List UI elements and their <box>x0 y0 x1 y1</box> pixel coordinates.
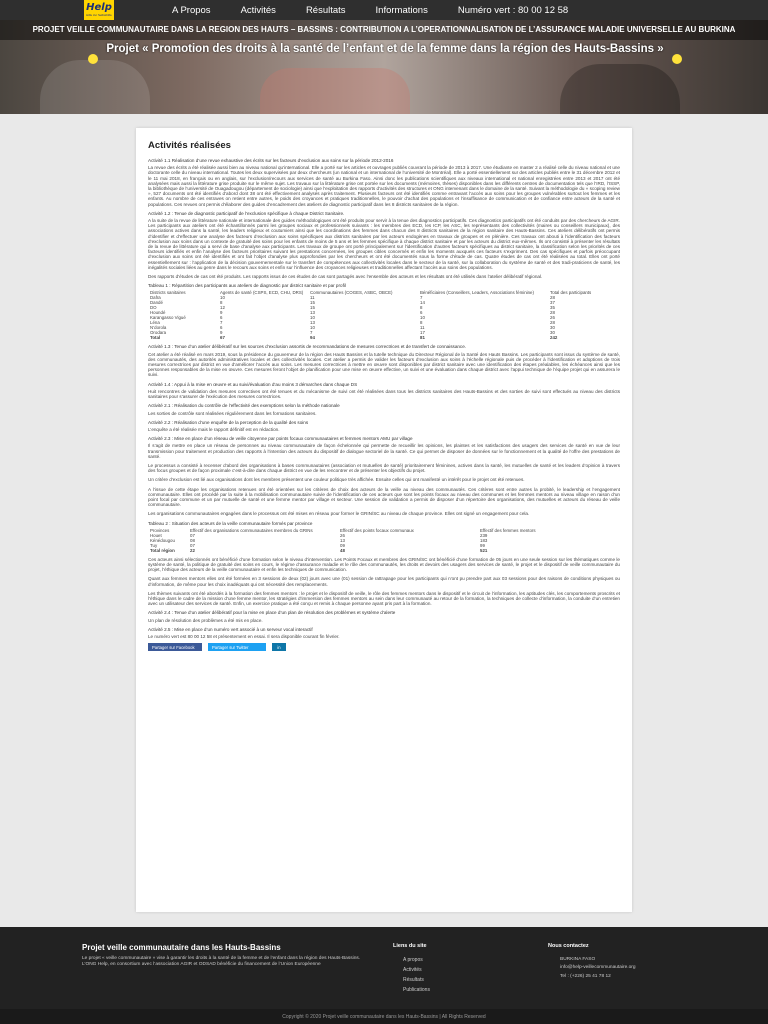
table-cell: 10 <box>310 325 315 331</box>
footer-link-activites[interactable]: Activités <box>403 967 422 973</box>
table-cell: 12 <box>220 305 225 311</box>
table-cell: 28 <box>550 310 555 316</box>
hero-banner <box>0 20 768 114</box>
table-cell: 13 <box>310 320 315 326</box>
nav-item-numero-vert[interactable]: Numéro vert : 80 00 12 58 <box>457 4 569 16</box>
activity-title: Activité 1.3 : Tenue d’un atelier délibératif sur les sources d’exclusion assortis de recommandations de mesures correctrices et de transfert de connaissance. <box>148 344 467 350</box>
table-cell: 8 <box>420 305 423 311</box>
main-menu <box>172 0 598 20</box>
table-cell: 17 <box>420 330 425 336</box>
paragraph: Le numéro vert est 80 00 12 58 et présentement en essai. Il sera disponible courant fin février. <box>148 633 340 639</box>
activity-title: Activité 2.2 : Réalisation d’une enquête de la perception de la qualité des soins <box>148 419 309 425</box>
table-caption: Tableau 1 : Répartition des participants aux ateliers de diagnostic par district sanitaire et par profil <box>148 283 346 289</box>
copyright-bar <box>0 1009 768 1024</box>
paragraph: Ces acteurs ainsi sélectionnés ont bénéficié d’une formation selon le niveau d’intervention. Les Points Focaux et membres des GRIN/SC ont bénéficié d’une formation de 05 jours en une seule session sur les thématiques comme le système de santé, la politique de gratuité des soins en cours, le régime d’assurance maladie et le rôle des communautés, les droits et devoirs des usagers des services de santé, le projet et le dispositif de veille communautaire du projet, l’éthique des acteurs de la veille communautaire et enfin les techniques de communication. <box>148 556 620 573</box>
footer-contact-phone: Tel : (+226) 25 41 78 12 <box>560 974 611 979</box>
table-cell: 242 <box>550 335 558 341</box>
activity-title: Activité 1.4 : Appui à la mise en œuvre et au suivi/évaluation d’au moins 3 démarches dans chaque DS <box>148 381 358 387</box>
footer-links-title: Liens du site <box>393 943 427 949</box>
share-facebook-button[interactable] <box>148 643 202 651</box>
table-cell: 7 <box>310 330 313 336</box>
footer-about-text: Le projet « veille communautaire » vise à garantir les droits à la santé de la femme et de l’enfant dans la région des Hauts-Bassins. L’ONG Help, en consortium avec l’association AGIR et ODSAD bénéficie du financement de l’Union Européenne <box>82 956 361 967</box>
linkedin-icon: in <box>277 644 281 650</box>
activity-title: Activité 2.4 : Tenue d’un atelier délibératif pour la mise en place d’un plan de résolution des problèmes et système d’alerte <box>148 610 396 616</box>
table-cell: 6 <box>220 315 223 321</box>
table-header: Districts sanitaires <box>150 290 186 296</box>
table-cell: 9 <box>220 310 223 316</box>
table-cell: 14 <box>420 300 425 306</box>
site-footer <box>0 927 768 1009</box>
table-cell: Orodara <box>150 330 167 336</box>
footer-about-title: Projet veille communautaire dans les Hauts-Bassins <box>82 943 281 952</box>
table-cell: 13 <box>310 310 315 316</box>
paragraph: La revue des écrits a été réalisée aussi bien au niveau national qu’international. Elle a porté sur les articles et ouvrages publiés couvrant la période de 2013 à 2017. Une étudiante en master 2 a réalisé celle du niveau national et une doctorante celle du niveau international. Toutes les deux supervisées par deux chercheurs (un national et un international de l’université de Montréal). Elle a porté essentiellement sur des articles publiés entre le 31 décembre 2012 et le 11 mai 2018, en français ou en anglais, sur l’exclusion/recours aux services de santé au Burkina Faso. Ainsi donc les publications scientifiques aux niveaux international et national enregistrées entre 2013 et 2017 ont été analysées mais aussi la littérature grise produite sur le même sujet. Les travaux sur la littérature grise ont portée sur les documents (mémoires, thèses) disponibles dans les différents centres de documentation tels que l’IRD, l’ISSP, la bibliothèque de l’université de Ouagadougou (département de sociologie) ainsi que l’exploitation des rapports d’activités des structures et ONG intervenant dans le domaine de la santé. Suivant la méthodologie du « scoping review », 527 documents ont été identifiés d’abord dont 38 ont été effectivement analysés après traitement. Plusieurs facteurs ont été identifiés comme entravant l’accès aux soins pour les groupes vulnérables surtout les femmes et les enfants. Au nombre de ces entraves on retient entre autres, le poids des croyances et pratiques traditionnelles, le pouvoir d’achat des populations et l’insuffisance de communication et de confiance entre acteurs de la santé et populations. Ces revues ont permis d’élaborer des guides d’encadrement des ateliers de diagnostic participatif dans les 8 districts sanitaires de la région. <box>148 165 620 207</box>
paragraph: Des rapports d’études de cas ont été produits. Les rapports issus de ces études de cas sont partagés avec l’ensemble des acteurs et les résultats ont été utilisés dans l’atelier délibératif régional. <box>148 274 543 280</box>
nav-item-resultats[interactable]: Résultats <box>305 4 346 16</box>
table-cell: Total région <box>150 547 175 553</box>
table-cell: 94 <box>310 335 315 341</box>
table-cell: 37 <box>550 300 555 306</box>
banner-photo-shape <box>40 60 150 114</box>
share-twitter-label: Partager sur Twitter <box>212 644 249 650</box>
table-header: Agents de santé (CSPS, ECD, CHU, DRS) <box>220 290 304 296</box>
table-cell: 48 <box>340 547 345 553</box>
table-cell: 26 <box>550 315 555 321</box>
table-header: Total des participants <box>550 290 592 296</box>
participants-table <box>148 290 618 340</box>
footer-contact-org: BURKINA FASO <box>560 957 596 962</box>
table-cell: Kénédougou <box>150 537 175 543</box>
paragraph: Les thèmes suivants ont été abordés à la formation des femmes mentors : le projet et le dispositif de veille, le rôle des femmes mentors dans le dispositif et le circuit de l’information, les aptitudes clés, les comportements proscrits et l’éthique dans le cadre de la mission d’une femme mentor, les stratégies d’immersion des femmes mentors au sein dans leur communauté au retour de la formation, la techniques de collecte d’information, la conduite d’un entretien avec un utilisateur des services de santé. Enfin, un exercice pratique a été conçu et remis à chaque personne ayant pris part à la formation. <box>148 590 620 607</box>
table-cell: 10 <box>220 295 225 301</box>
table-cell: 8 <box>220 300 223 306</box>
table-caption: Tableau 2 : Situation des acteurs de la veille communautaire formés par province <box>148 520 313 526</box>
table-cell: 08 <box>190 537 195 543</box>
table-header: Effectif des organisations communautaires membres du GRINs <box>190 527 313 533</box>
table-cell: 6 <box>420 310 423 316</box>
table-cell: 07 <box>190 542 195 548</box>
table-cell: 99 <box>480 542 485 548</box>
footer-contact <box>548 943 688 983</box>
logo-tagline: Hilfe zur Selbsthilfe <box>86 13 112 17</box>
table-cell: 28 <box>550 295 555 301</box>
table-cell: Léna <box>150 320 160 326</box>
banner-photo-shape <box>260 68 410 114</box>
table-cell: 7 <box>420 295 423 301</box>
share-buttons <box>148 643 620 651</box>
banner-strip-text: PROJET VEILLE COMMUNAUTAIRE DANS LA REGION DES HAUTS – BASSINS : CONTRIBUTION A L’OPERATIONNALISATION DE L’ASSURANCE MALADIE UNIVERSELLE AU BURKINA <box>32 25 736 34</box>
paragraph: Les sorties de contrôle sont réalisées régulièrement dans les formations sanitaires. <box>148 410 317 416</box>
table-cell: 09 <box>340 542 345 548</box>
table-cell: 28 <box>550 320 555 326</box>
table-cell: 67 <box>220 335 225 341</box>
footer-link-publications[interactable]: Publications <box>403 987 430 993</box>
table-header: Effectif des points focaux communaux <box>340 527 414 533</box>
nav-item-a-propos[interactable]: A Propos <box>172 4 211 16</box>
share-twitter-button[interactable] <box>208 643 266 651</box>
paragraph: Quant aux femmes mentors elles ont été formées en 3 sessions de deux (02) jours avec une (01) session de rattrapage pour les participants qui n’ont pu prendre part aux 03 sessions pour des raisons de conditions physiques ou d’information, de même pour les choix inadéquats qui ont nécessité des remplacements. <box>148 576 620 587</box>
table-cell: 8 <box>420 320 423 326</box>
table-cell: Total <box>150 335 161 341</box>
footer-link-a-propos[interactable]: A propos <box>403 957 423 963</box>
paragraph: A la suite de la revue de littérature nationale et internationale des guides méthodologiques ont été produits pour servir à la tenue des diagnostics participatifs. Ces diagnostics participatifs ont été conduits par des chercheurs de AGIR. Les participants aux ateliers ont été échantillonnés parmi les groupes sociaux et professionnels suivants : les membres des ECD, les ICP, les ASC, les représentants des collectivités (maires ou conseillers municipaux), des associations actives dans la santé, les leaders religieux et coutumiers ainsi que les coordinations des femmes dans chacun des 8 districts sanitaires de la région sanitaire des Hauts-Bassins. Ces ateliers délibératifs ont permis d’identifier et d’effectuer une analyse des facteurs d’exclusion aux soins spécifiques aux districts sanitaires par les acteurs endogènes en travaux de groupes et en plénière. Ces travaux ont abouti à l’identification des facteurs d’exclusion aux soins dans un contexte de gratuité des soins pour les enfants de moins de 5 ans et les femmes spécifique à chaque district sanitaire et par les acteurs du district eux-mêmes. Ils ont consisté à présenter les résultats de la revue de littérature qui a servi de base d’analyse aux participants. Les travaux de groupe ont porté principalement sur l’identification d’autres facteurs spécifiques au district sanitaire, la classification selon les priorités de ces facteurs identifiés et enfin l’analyse des facteurs prioritaires suivant les prestations concernées, les groupes cibles concernés et enfin les moments auxquels ces facteurs s’expriment. Des cas spécifiques et parfois préoccupant d’exclusion aux soins ont été identifiés et ont fait l’objet d’analyse plus approfondies par les chercheurs et ont été documentés sous la forme d’étude de cas. Quatre études de cas ont été réalisées au total. Elles ont porté essentiellement sur : l’application de la décision gouvernementale sur le transfert de compétences aux collectivités locales dans le secteur de la santé, sur la collaboration du système de santé et des tradi-praticiens de santé, les inégalités sociales liées au genre dans le recours aux soins et enfin sur l’influence des croyances religieuses et traditionnelles affectant l’accès aux soins des populations. <box>148 218 620 270</box>
activity-title: Activité 2.1 : Réalisation du contrôle de l’effectivité des exemptions selon la méthode nationale <box>148 403 340 409</box>
banner-strip <box>0 20 768 40</box>
paragraph: L’enquête a été réalisée mais le rapport définitif est en rédaction. <box>148 426 280 432</box>
table-cell: 239 <box>480 532 488 538</box>
table-cell: 10 <box>310 315 315 321</box>
table-header: Effectif des femmes mentors <box>480 527 536 533</box>
table-cell: Dandé <box>150 300 163 306</box>
yellow-dot-icon <box>672 54 682 64</box>
table-cell: Tuy <box>150 542 158 548</box>
table-cell: 10 <box>420 315 425 321</box>
table-cell: 07 <box>190 532 195 538</box>
nav-item-activites[interactable]: Activités <box>240 4 276 16</box>
footer-contact-title: Nous contactez <box>548 943 589 949</box>
paragraph: Un plan de résolution des problèmes a été mis en place. <box>148 617 263 623</box>
paragraph: A l’issue de cette étape les organisations retenues ont été orientées sur les critères de choix des acteurs de la veille au niveau des communautés. Ces critères sont entre autres la probité, le leadership et l’engagement communautaire. Elles ont procédé par la suite à la mobilisation communautaire suivie de l’identification de ces acteurs que sont les points focaux au niveau des communes et les femmes mentors au niveau village en raison d’un point focal par commune et un par mutuelle de santé et une femme mentor par village et secteur. Une session de validation a permis de disposer d’un répertoire des organisations, des mutuelles et acteurs du réseau de veille communautaire. <box>148 486 620 508</box>
top-navigation <box>0 0 768 20</box>
share-facebook-label: Partager sur Facebook <box>152 644 195 650</box>
content-card <box>136 128 632 912</box>
paragraph: Huit rencontres de validation des mesures correctives ont été tenues et du mécanisme de suivi ont été réalisées dans tous les districts sanitaires des Hauts-Bassins et des sorties de suivi sont effectués au niveau des districts sanitaires pour s’assurer de l’exécution des mesures correctrices. <box>148 388 620 400</box>
logo-brand: Help <box>86 2 112 13</box>
footer-link-resultats[interactable]: Résultats <box>403 977 424 983</box>
activity-title: Activité 2.3 : Mise en place d’un réseau de veille citoyenne par points focaux communautaires et femmes mentors AMU par village <box>148 436 413 442</box>
share-linkedin-button[interactable] <box>272 643 286 651</box>
activity-title: Activité 2.5 : Mise en place d’un numéro vert associé à un serveur vocal interactif <box>148 626 313 632</box>
table-cell: 35 <box>550 305 555 311</box>
paragraph: Le processus a consisté à recenser d’abord des organisations à bases communautaires (association et mutuelles de santé) prioritairement féminines, actives dans la santé, les mutuelles de santé et les leaders d’opinion à travers des focus groupes et de façon proximale c’est-à-dire dans chaque district en vue de les rencontrer et de présenter les objectifs du projet. <box>148 462 620 474</box>
table-header: Provinces <box>150 527 170 533</box>
table-cell: 30 <box>550 330 555 336</box>
paragraph: Un critère d’exclusion est lié aux organisations dont les membres présentent une couleur politique très affichée. Ensuite celles qui ont manifesté un intérêt pour le projet ont été retenues. <box>148 477 525 483</box>
table-cell: 22 <box>190 547 195 553</box>
yellow-dot-icon <box>88 54 98 64</box>
table-cell: 521 <box>480 547 488 553</box>
table-row <box>148 548 618 553</box>
table-cell: N’dorola <box>150 325 167 331</box>
table-cell: Karangasso Vigué <box>150 315 186 321</box>
table-cell: DO <box>150 305 157 311</box>
table-cell: 7 <box>220 320 223 326</box>
table-cell: 11 <box>420 325 425 331</box>
nav-item-informations[interactable]: Informations <box>375 4 428 16</box>
table-cell: Houndé <box>150 310 166 316</box>
footer-links <box>393 943 430 995</box>
banner-photo-shape <box>560 64 680 114</box>
table-cell: Dafra <box>150 295 161 301</box>
paragraph: Les organisations communautaires engagées dans le processus ont été mises en réseau pour former le GRIN/SC au niveau de chaque province. Elles ont signé un engagement pour cela. <box>148 511 530 517</box>
table-cell: 11 <box>310 295 315 301</box>
table-cell: 15 <box>310 300 315 306</box>
table-header: Bénéficiaires (Conseillers, Leaders, Associations féminine) <box>420 290 534 296</box>
paragraph: Cet atelier a été réalisé en mars 2019, sous la présidence du gouverneur de la région des Hauts Bassins et la tutelle technique du Directeur Régional de la Santé des Hauts Bassins. Les participants sont issus du système de santé, des communautés, des autorités administratives locales et des collectivités locales. Cet atelier a permis de valider les facteurs d’exclusion aux soins à l’échelle régionale puis de procéder à l’identification et adoptions de trois mesures correctrices par district en vue d’améliorer l’accès aux soins. Les mesures correctrices à mettre en œuvre sont disponibles par district sanitaire avec une identification des étapes préalables, les échéances ainsi que les personnes responsables de la mise en œuvre. Ces mesures feront l’objet de planification pour une mise en œuvre effective, un suivi et une évaluation dans chaque district avec l’appui technique de l’équipe projet qui en assurera le suivi. <box>148 351 620 378</box>
table-cell: 30 <box>550 325 555 331</box>
table-cell: 13 <box>340 537 345 543</box>
table-cell: 183 <box>480 537 488 543</box>
paragraph: Il s’agit de mettre en place un réseau de personnes au niveau communautaire de façon échelonnée qui permette de recueillir les opinions, les plaintes et les satisfactions des usagers des services de santé en vue de leur transmission pour traitement et production des rapports à l’intention des acteurs du dispositif de dialogue sectoriel de la santé. Ce qui permet de disposer de données sur le fonctionnement et la qualité de l’offre des prestations de santé. <box>148 443 620 459</box>
table-cell: Houet <box>150 532 162 538</box>
activity-title: Activité 1.1 Réalisation d’une revue exhaustive des écrits sur les facteurs d’exclusion aux soins sur la période 2012-2016 <box>148 158 394 163</box>
section-heading: Activités réalisées <box>148 140 231 151</box>
footer-about <box>82 943 372 968</box>
table-cell: 6 <box>220 325 223 331</box>
activity-title: Activité 1.2 : Tenue de diagnostic participatif de l’exclusion spécifique à chaque District Sanitaire. <box>148 210 345 216</box>
table-cell: 9 <box>220 330 223 336</box>
footer-contact-email[interactable]: info@help-veillecommunautaire.org <box>560 965 636 970</box>
table-cell: 15 <box>310 305 315 311</box>
table-cell: 81 <box>420 335 425 341</box>
banner-title: Projet « Promotion des droits à la santé de l’enfant et de la femme dans la région des Hauts-Bassins » <box>106 43 664 55</box>
copyright-text: Copyright © 2020 Projet veille communautaire dans les Hauts-Bassins | All Rights Reserved <box>282 1013 486 1020</box>
veille-actors-table <box>148 528 618 553</box>
help-logo[interactable] <box>84 0 114 20</box>
table-row <box>148 335 618 340</box>
table-cell: 26 <box>340 532 345 538</box>
table-header: Communautaires (COGES, ASBC, OBCE) <box>310 290 393 296</box>
